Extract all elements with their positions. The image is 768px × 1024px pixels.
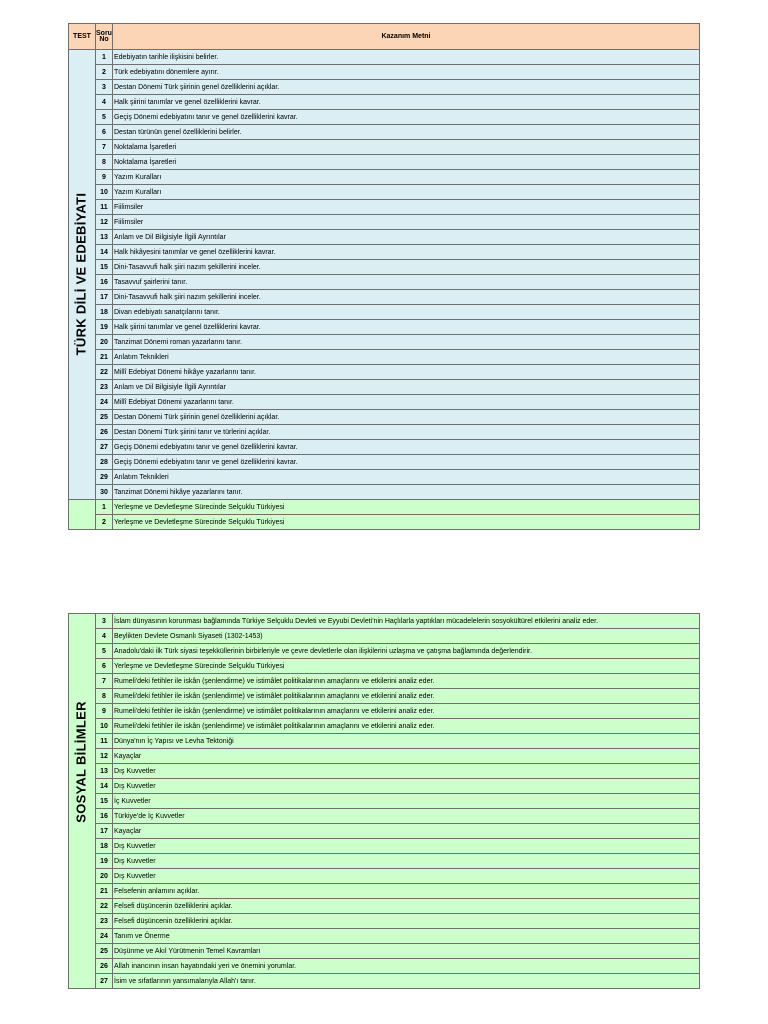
question-number: 6 <box>96 125 113 140</box>
table-row <box>69 914 700 929</box>
question-number: 8 <box>96 155 113 170</box>
kazanim-text: Rumeli'deki fetihler ile iskân (şenlendirme) ve istimâlet politikalarının amaçlarını ve etkilerini analiz eder. <box>113 674 700 689</box>
table-row <box>69 365 700 380</box>
question-number: 10 <box>96 719 113 734</box>
kazanim-text: İç Kuvvetler <box>113 794 700 809</box>
question-number: 11 <box>96 200 113 215</box>
kazanim-text: Anlam ve Dil Bilgisiyle İlgili Ayrıntılar <box>113 380 700 395</box>
question-number: 20 <box>96 335 113 350</box>
question-number: 24 <box>96 395 113 410</box>
kazanim-text: Türkiye'de İç Kuvvetler <box>113 809 700 824</box>
question-number: 17 <box>96 824 113 839</box>
section-label-sosyal: SOSYAL BİLİMLER <box>73 700 89 823</box>
kazanim-text: Rumeli'deki fetihler ile iskân (şenlendirme) ve istimâlet politikalarının amaçlarını ve etkilerini analiz eder. <box>113 719 700 734</box>
section-side-cell <box>69 500 96 530</box>
table-row <box>69 644 700 659</box>
kazanim-text: Anlam ve Dil Bilgisiyle İlgili Ayrıntılar <box>113 230 700 245</box>
table-row <box>69 500 700 515</box>
kazanim-text: Rumeli'deki fetihler ile iskân (şenlendirme) ve istimâlet politikalarının amaçlarını ve etkilerini analiz eder. <box>113 704 700 719</box>
table-row <box>69 869 700 884</box>
table-row <box>69 749 700 764</box>
table-row <box>69 95 700 110</box>
kazanim-text: Yerleşme ve Devletleşme Sürecinde Selçuklu Türkiyesi <box>113 659 700 674</box>
table-row <box>69 515 700 530</box>
question-number: 16 <box>96 809 113 824</box>
question-number: 6 <box>96 659 113 674</box>
kazanim-text: Destan Dönemi Türk şiirinin genel özelliklerini açıklar. <box>113 410 700 425</box>
kazanim-text: Tanım ve Önerme <box>113 929 700 944</box>
table-row <box>69 275 700 290</box>
question-number: 15 <box>96 794 113 809</box>
question-number: 23 <box>96 380 113 395</box>
table-row <box>69 230 700 245</box>
kazanim-text: Kayaçlar <box>113 824 700 839</box>
kazanim-text: Dış Kuvvetler <box>113 779 700 794</box>
question-no-header: Soru No <box>96 24 113 50</box>
table-row <box>69 440 700 455</box>
table-row <box>69 884 700 899</box>
table-row <box>69 170 700 185</box>
question-number: 25 <box>96 944 113 959</box>
kazanim-text: İslam dünyasının korunması bağlamında Türkiye Selçuklu Devleti ve Eyyubi Devleti'nin Haçlılarla yaptıkları mücadelelerin sosyokültürel etkilerini analiz eder. <box>113 614 700 629</box>
table-row <box>69 410 700 425</box>
question-number: 1 <box>96 500 113 515</box>
kazanim-text: Rumeli'deki fetihler ile iskân (şenlendirme) ve istimâlet politikalarının amaçlarını ve etkilerini analiz eder. <box>113 689 700 704</box>
table-row <box>69 704 700 719</box>
kazanim-text: Anadolu'daki ilk Türk siyasi teşekküllerinin birbirleriyle ve çevre devletlerle olan ilişkilerini uzlaşma ve çatışma bağlamında değerlendirir. <box>113 644 700 659</box>
kazanim-text: Noktalama İşaretleri <box>113 140 700 155</box>
kazanim-text: Türk edebiyatını dönemlere ayırır. <box>113 65 700 80</box>
table-row <box>69 734 700 749</box>
kazanim-text: Beylikten Devlete Osmanlı Siyaseti (1302-1453) <box>113 629 700 644</box>
table-row <box>69 764 700 779</box>
kazanim-text: Halk şiirini tanımlar ve genel özelliklerini kavrar. <box>113 95 700 110</box>
kazanim-text: Dış Kuvvetler <box>113 839 700 854</box>
table-row <box>69 110 700 125</box>
kazanim-text: Edebiyatın tarihle ilişkisini belirler. <box>113 50 700 65</box>
question-number: 19 <box>96 854 113 869</box>
table-row <box>69 125 700 140</box>
table-row <box>69 779 700 794</box>
question-number: 30 <box>96 485 113 500</box>
kazanim-text: Allah inancının insan hayatındaki yeri ve önemini yorumlar. <box>113 959 700 974</box>
question-number: 25 <box>96 410 113 425</box>
kazanim-text: Yerleşme ve Devletleşme Sürecinde Selçuklu Türkiyesi <box>113 515 700 530</box>
kazanim-text: Fiilimsiler <box>113 200 700 215</box>
question-number: 26 <box>96 959 113 974</box>
kazanim-text: Yazım Kuralları <box>113 185 700 200</box>
question-number: 13 <box>96 764 113 779</box>
kazanim-text: Dini-Tasavvufi halk şiiri nazım şekillerini inceler. <box>113 260 700 275</box>
kazanim-text: Felsefenin anlamını açıklar. <box>113 884 700 899</box>
question-number: 3 <box>96 80 113 95</box>
table-row <box>69 350 700 365</box>
kazanim-title-header: Kazanım Metni <box>113 24 700 50</box>
kazanim-text: Yerleşme ve Devletleşme Sürecinde Selçuklu Türkiyesi <box>113 500 700 515</box>
kazanim-text: Dini-Tasavvufi halk şiiri nazım şekillerini inceler. <box>113 290 700 305</box>
question-number: 16 <box>96 275 113 290</box>
table-row <box>69 80 700 95</box>
table-row <box>69 320 700 335</box>
table-row <box>69 245 700 260</box>
kazanim-text: Destan türünün genel özelliklerini belirler. <box>113 125 700 140</box>
table-row <box>69 959 700 974</box>
question-number: 4 <box>96 629 113 644</box>
table-row <box>69 305 700 320</box>
question-number: 8 <box>96 689 113 704</box>
kazanim-text: Millî Edebiyat Dönemi yazarlarını tanır. <box>113 395 700 410</box>
kazanim-text: Dış Kuvvetler <box>113 869 700 884</box>
question-number: 11 <box>96 734 113 749</box>
kazanim-text: Tasavvuf şairlerini tanır. <box>113 275 700 290</box>
question-number: 18 <box>96 305 113 320</box>
table-row <box>69 929 700 944</box>
kazanim-text: Felsefi düşüncenin özelliklerini açıklar. <box>113 914 700 929</box>
kazanim-text: Dış Kuvvetler <box>113 854 700 869</box>
question-number: 19 <box>96 320 113 335</box>
kazanim-text: Yazım Kuralları <box>113 170 700 185</box>
question-number: 9 <box>96 704 113 719</box>
question-number: 23 <box>96 914 113 929</box>
table-row <box>69 425 700 440</box>
table-row <box>69 290 700 305</box>
question-number: 24 <box>96 929 113 944</box>
table-row <box>69 395 700 410</box>
kazanim-text: Dünya'nın İç Yapısı ve Levha Tektoniği <box>113 734 700 749</box>
table-row <box>69 794 700 809</box>
question-number: 12 <box>96 215 113 230</box>
kazanim-text: Kayaçlar <box>113 749 700 764</box>
question-number: 7 <box>96 140 113 155</box>
table-row <box>69 719 700 734</box>
table-row <box>69 65 700 80</box>
kazanim-text: Düşünme ve Akıl Yürütmenin Temel Kavramları <box>113 944 700 959</box>
table-row <box>69 50 700 65</box>
table-row <box>69 260 700 275</box>
table-row <box>69 140 700 155</box>
test-header: TEST <box>69 24 96 50</box>
kazanim-text: Tanzimat Dönemi hikâye yazarlarını tanır. <box>113 485 700 500</box>
question-number: 10 <box>96 185 113 200</box>
question-number: 29 <box>96 470 113 485</box>
table-row <box>69 485 700 500</box>
lower-table <box>68 613 700 989</box>
table-row <box>69 944 700 959</box>
table-row <box>69 614 700 629</box>
question-number: 22 <box>96 899 113 914</box>
table-row <box>69 659 700 674</box>
kazanim-text: Geçiş Dönemi edebiyatını tanır ve genel özelliklerini kavrar. <box>113 110 700 125</box>
table-row <box>69 185 700 200</box>
table-row <box>69 974 700 989</box>
table-row <box>69 200 700 215</box>
upper-table <box>68 23 700 530</box>
table-row <box>69 854 700 869</box>
table-row <box>69 155 700 170</box>
table-row <box>69 674 700 689</box>
kazanim-text: Anlatım Teknikleri <box>113 350 700 365</box>
kazanim-text: Geçiş Dönemi edebiyatını tanır ve genel özelliklerini kavrar. <box>113 440 700 455</box>
kazanim-text: Dış Kuvvetler <box>113 764 700 779</box>
question-number: 21 <box>96 350 113 365</box>
question-number: 14 <box>96 779 113 794</box>
question-number: 3 <box>96 614 113 629</box>
question-number: 20 <box>96 869 113 884</box>
table-row <box>69 629 700 644</box>
table-row <box>69 824 700 839</box>
header-row <box>69 24 700 50</box>
kazanim-text: Millî Edebiyat Dönemi hikâye yazarlarını tanır. <box>113 365 700 380</box>
kazanim-text: Divan edebiyatı sanatçılarını tanır. <box>113 305 700 320</box>
lower-sheet <box>68 613 699 989</box>
question-number: 27 <box>96 974 113 989</box>
kazanim-text: Destan Dönemi Türk şiirinin genel özelliklerini açıklar. <box>113 80 700 95</box>
question-number: 2 <box>96 65 113 80</box>
question-number: 2 <box>96 515 113 530</box>
question-number: 14 <box>96 245 113 260</box>
question-number: 12 <box>96 749 113 764</box>
kazanim-text: Destan Dönemi Türk şiirini tanır ve türlerini açıklar. <box>113 425 700 440</box>
question-number: 7 <box>96 674 113 689</box>
question-number: 22 <box>96 365 113 380</box>
kazanim-text: Halk hikâyesini tanımlar ve genel özelliklerini kavrar. <box>113 245 700 260</box>
section-label-turkce: TÜRK DİLİ VE EDEBİYATI <box>73 192 89 356</box>
question-number: 17 <box>96 290 113 305</box>
table-row <box>69 689 700 704</box>
kazanim-text: Anlatım Teknikleri <box>113 470 700 485</box>
question-number: 4 <box>96 95 113 110</box>
upper-sheet <box>68 23 699 530</box>
table-row <box>69 839 700 854</box>
question-number: 5 <box>96 644 113 659</box>
question-number: 18 <box>96 839 113 854</box>
question-number: 15 <box>96 260 113 275</box>
question-number: 21 <box>96 884 113 899</box>
question-number: 27 <box>96 440 113 455</box>
question-number: 26 <box>96 425 113 440</box>
table-row <box>69 899 700 914</box>
table-row <box>69 809 700 824</box>
question-number: 13 <box>96 230 113 245</box>
question-number: 1 <box>96 50 113 65</box>
kazanim-text: İsim ve sıfatlarının yansımalarıyla Allah'ı tanır. <box>113 974 700 989</box>
table-row <box>69 455 700 470</box>
table-row <box>69 335 700 350</box>
kazanim-text: Noktalama İşaretleri <box>113 155 700 170</box>
table-row <box>69 215 700 230</box>
question-number: 28 <box>96 455 113 470</box>
table-row <box>69 470 700 485</box>
kazanim-text: Tanzimat Dönemi roman yazarlarını tanır. <box>113 335 700 350</box>
kazanim-text: Halk şiirini tanımlar ve genel özelliklerini kavrar. <box>113 320 700 335</box>
kazanim-text: Geçiş Dönemi edebiyatını tanır ve genel özelliklerini kavrar. <box>113 455 700 470</box>
question-number: 5 <box>96 110 113 125</box>
table-row <box>69 380 700 395</box>
kazanim-text: Fiilimsiler <box>113 215 700 230</box>
question-number: 9 <box>96 170 113 185</box>
kazanim-text: Felsefi düşüncenin özelliklerini açıklar. <box>113 899 700 914</box>
